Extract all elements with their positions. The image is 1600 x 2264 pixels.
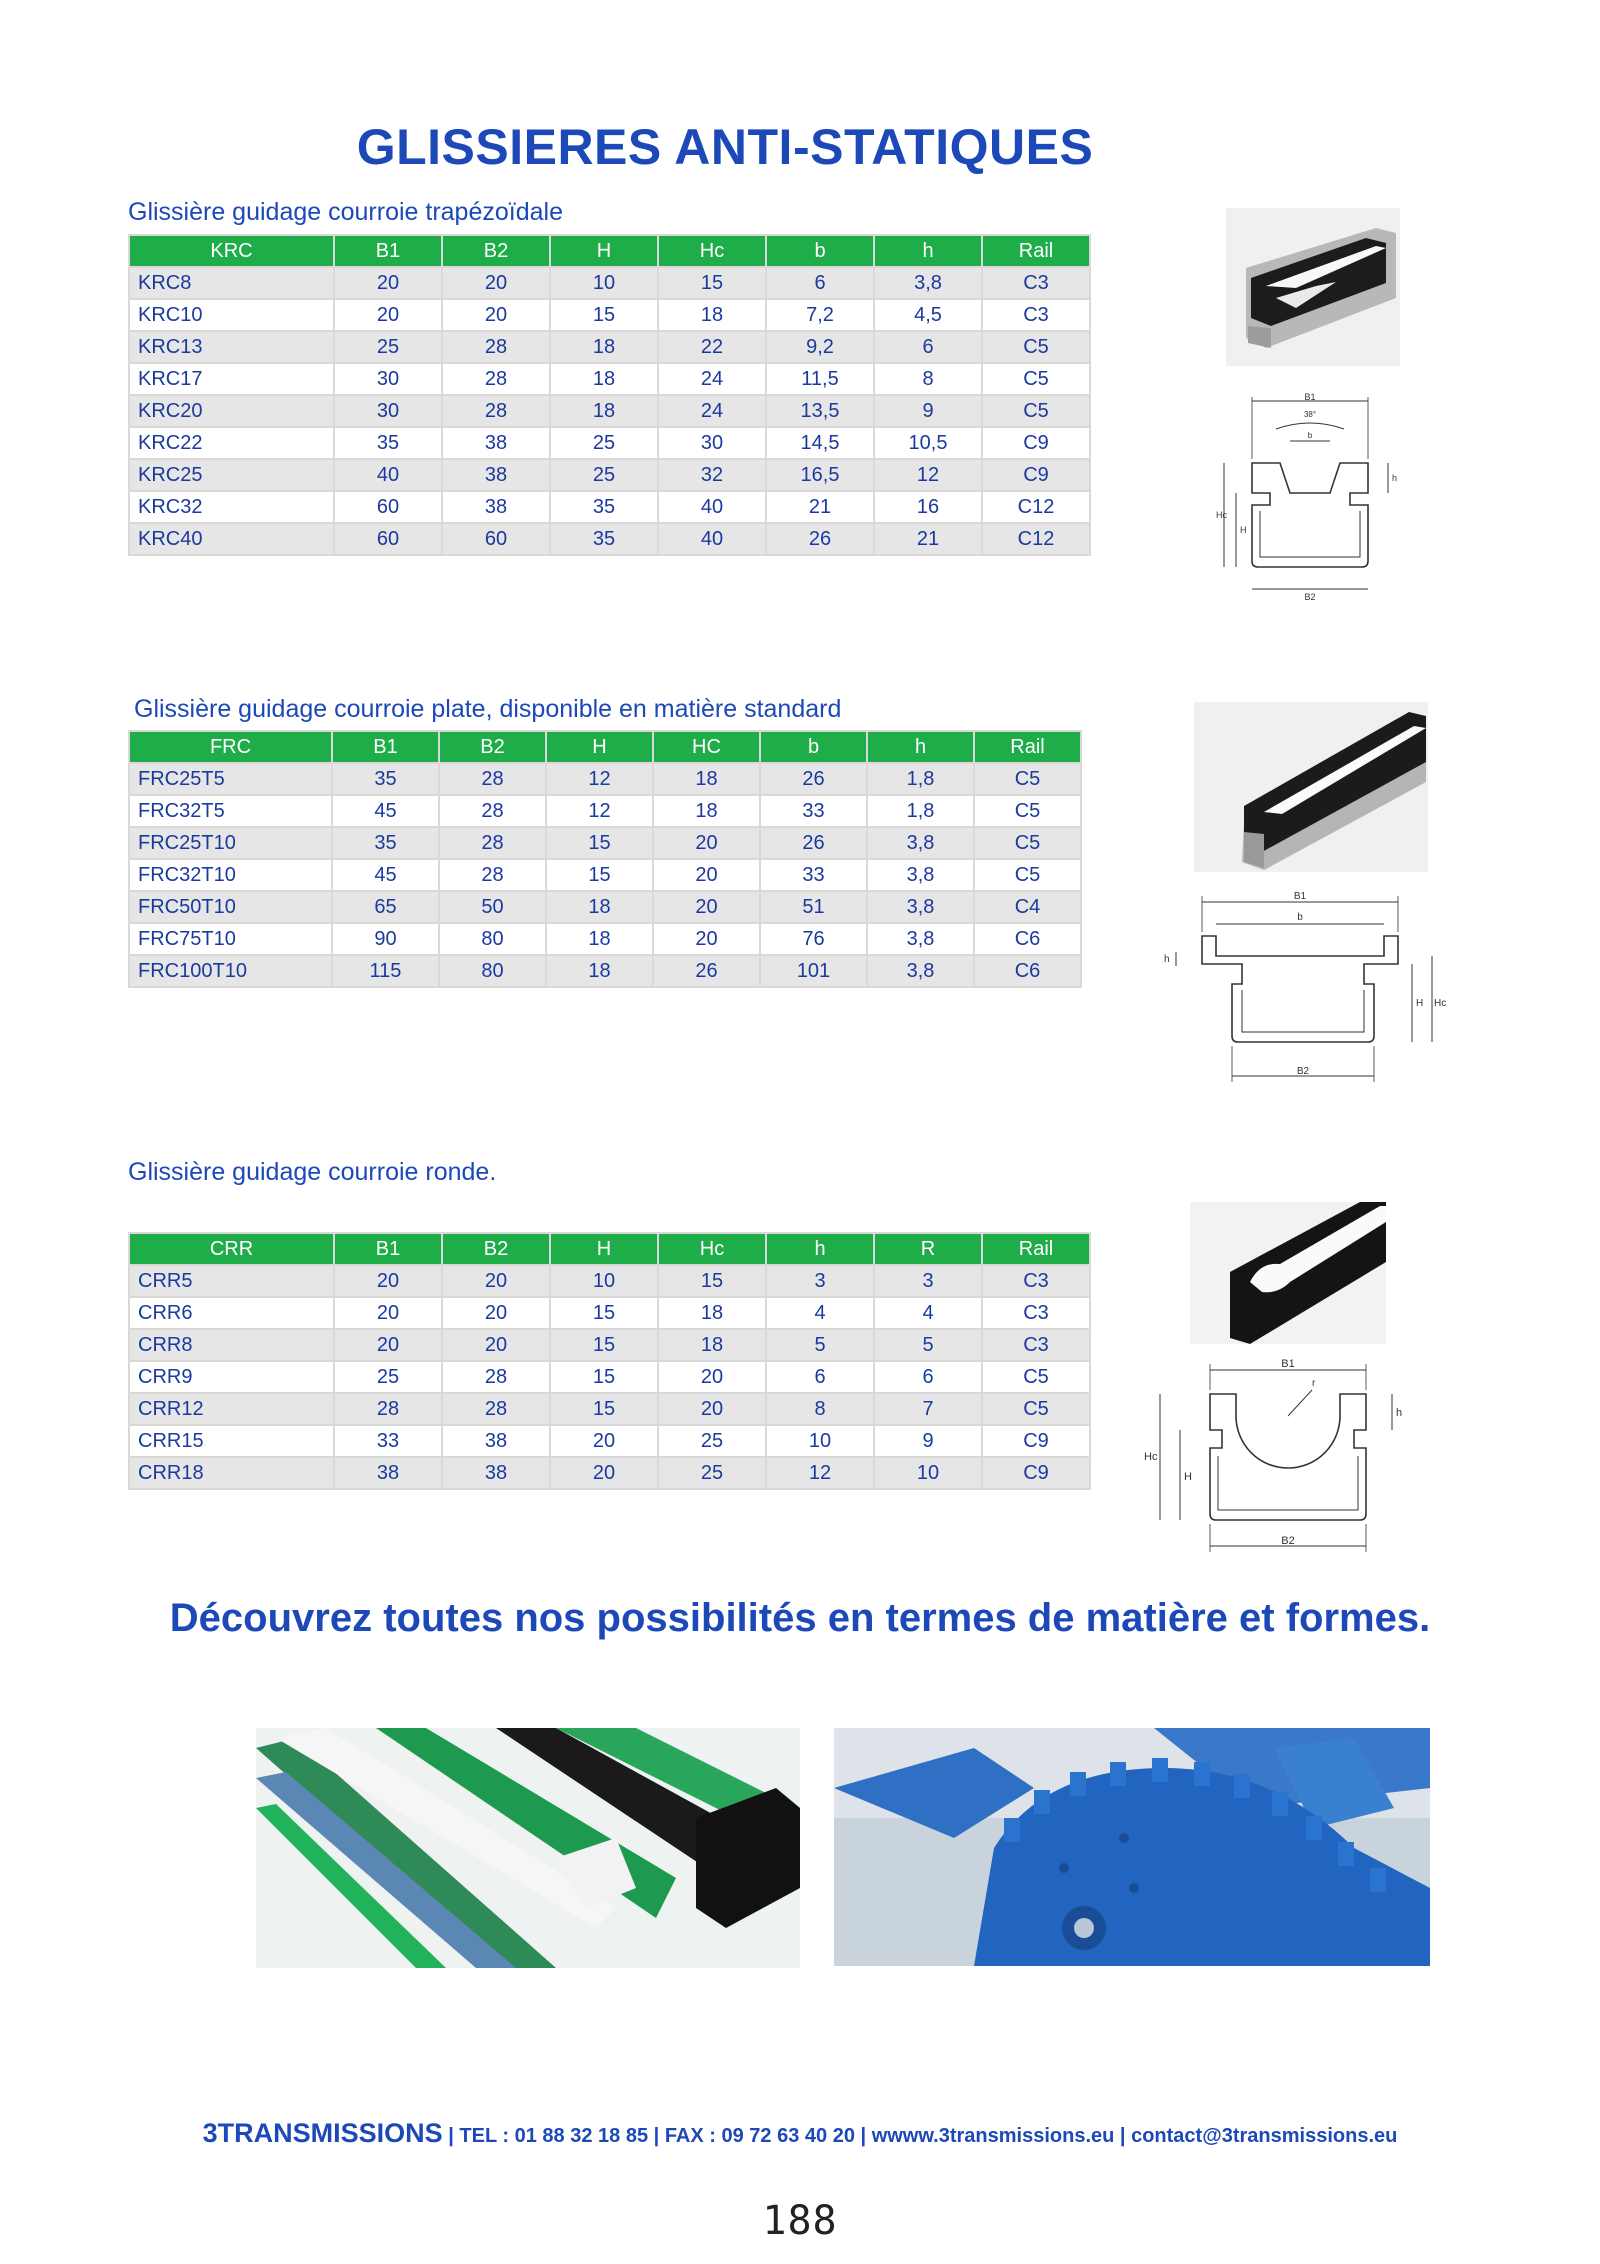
table-cell: 26 <box>654 956 759 986</box>
footer-separator: | <box>653 2125 660 2147</box>
table-cell: 3,8 <box>875 268 981 298</box>
product-reference-cell: KRC13 <box>130 332 333 362</box>
column-header: b <box>767 236 873 266</box>
table-cell: 10,5 <box>875 428 981 458</box>
table-row <box>130 1330 1089 1360</box>
table-header-row <box>130 732 1080 762</box>
frc-section-label: Glissière guidage courroie plate, disponible en matière standard <box>134 695 842 723</box>
table-cell: 38 <box>443 492 549 522</box>
table-row <box>130 268 1089 298</box>
table-cell: C4 <box>975 892 1080 922</box>
table-cell: 1,8 <box>868 796 973 826</box>
table-cell: 6 <box>875 1362 981 1392</box>
footer-separator: | <box>1119 2125 1126 2147</box>
crr-drawing-label-r: r <box>1312 1378 1316 1389</box>
table-cell: 18 <box>659 300 765 330</box>
column-header: B2 <box>440 732 545 762</box>
table-cell: C3 <box>983 268 1089 298</box>
table-cell: 20 <box>659 1362 765 1392</box>
contact-footer <box>0 2118 1600 2149</box>
table-cell: 20 <box>443 300 549 330</box>
table-row <box>130 460 1089 490</box>
product-reference-cell: CRR12 <box>130 1394 333 1424</box>
table-cell: C3 <box>983 300 1089 330</box>
table-cell: 16,5 <box>767 460 873 490</box>
table-cell: 3,8 <box>868 924 973 954</box>
table-cell: C5 <box>975 860 1080 890</box>
crr-drawing-label-H: H <box>1184 1471 1192 1483</box>
table-cell: 25 <box>335 1362 441 1392</box>
crr-drawing-label-h: h <box>1396 1407 1403 1419</box>
table-cell: 28 <box>335 1394 441 1424</box>
table-row <box>130 924 1080 954</box>
table-cell: 80 <box>440 924 545 954</box>
table-cell: 51 <box>761 892 866 922</box>
table-row <box>130 1266 1089 1296</box>
column-header: FRC <box>130 732 331 762</box>
table-cell: 20 <box>335 1330 441 1360</box>
product-reference-cell: KRC8 <box>130 268 333 298</box>
krc-profile-photo <box>1226 208 1400 366</box>
frc-profile-photo <box>1194 702 1428 872</box>
table-cell: 24 <box>659 396 765 426</box>
table-cell: 35 <box>333 828 438 858</box>
table-cell: 4,5 <box>875 300 981 330</box>
table-cell: 25 <box>659 1458 765 1488</box>
table-row <box>130 1394 1089 1424</box>
table-cell: 18 <box>659 1298 765 1328</box>
table-cell: 15 <box>547 828 652 858</box>
table-row <box>130 892 1080 922</box>
table-cell: 50 <box>440 892 545 922</box>
table-cell: 12 <box>767 1458 873 1488</box>
table-cell: 10 <box>551 1266 657 1296</box>
product-reference-cell: FRC32T5 <box>130 796 331 826</box>
column-header: h <box>767 1234 873 1264</box>
table-cell: C12 <box>983 492 1089 522</box>
frc-drawing-label-H: H <box>1416 998 1424 1009</box>
table-cell: C6 <box>975 956 1080 986</box>
table-cell: 40 <box>335 460 441 490</box>
table-cell: 20 <box>335 1298 441 1328</box>
table-cell: 7 <box>875 1394 981 1424</box>
table-row <box>130 1426 1089 1456</box>
table-cell: 18 <box>551 396 657 426</box>
drawing-label-h: h <box>1392 473 1398 483</box>
product-reference-cell: FRC75T10 <box>130 924 331 954</box>
table-cell: 28 <box>443 364 549 394</box>
table-cell: 14,5 <box>767 428 873 458</box>
page-title: GLISSIERES ANTI-STATIQUES <box>356 119 1094 175</box>
column-header: H <box>551 1234 657 1264</box>
column-header: CRR <box>130 1234 333 1264</box>
table-cell: 12 <box>547 764 652 794</box>
table-cell: 18 <box>659 1330 765 1360</box>
table-cell: 28 <box>440 860 545 890</box>
table-cell: 16 <box>875 492 981 522</box>
table-cell: C9 <box>983 1426 1089 1456</box>
column-header: B1 <box>335 1234 441 1264</box>
table-cell: 5 <box>875 1330 981 1360</box>
frc-drawing-label-b1: B1 <box>1293 891 1307 902</box>
column-header: B2 <box>443 236 549 266</box>
column-header: R <box>875 1234 981 1264</box>
crr-drawing-label-b2: B2 <box>1281 1535 1295 1547</box>
table-cell: 26 <box>761 764 866 794</box>
table-cell: 24 <box>659 364 765 394</box>
table-cell: 6 <box>767 1362 873 1392</box>
column-header: Rail <box>975 732 1080 762</box>
table-row <box>130 956 1080 986</box>
drawing-label-H: H <box>1240 525 1247 535</box>
table-cell: C3 <box>983 1266 1089 1296</box>
column-header: H <box>551 236 657 266</box>
table-cell: 35 <box>335 428 441 458</box>
krc-section-label: Glissière guidage courroie trapézoïdale <box>128 198 563 226</box>
krc-table <box>128 234 1091 556</box>
table-cell: 5 <box>767 1330 873 1360</box>
table-cell: 18 <box>551 332 657 362</box>
table-cell: 8 <box>875 364 981 394</box>
table-cell: 20 <box>654 828 759 858</box>
product-reference-cell: FRC50T10 <box>130 892 331 922</box>
table-cell: 7,2 <box>767 300 873 330</box>
krc-profile-drawing <box>1212 393 1408 603</box>
table-cell: 9 <box>875 396 981 426</box>
table-cell: 90 <box>333 924 438 954</box>
table-cell: 28 <box>440 764 545 794</box>
product-reference-cell: KRC32 <box>130 492 333 522</box>
table-cell: 18 <box>551 364 657 394</box>
table-cell: 28 <box>443 1362 549 1392</box>
table-cell: 18 <box>654 764 759 794</box>
table-cell: 80 <box>440 956 545 986</box>
table-cell: 38 <box>443 428 549 458</box>
table-cell: 25 <box>551 428 657 458</box>
table-cell: 28 <box>443 1394 549 1424</box>
table-cell: 9,2 <box>767 332 873 362</box>
table-row <box>130 396 1089 426</box>
table-row <box>130 828 1080 858</box>
table-cell: 15 <box>551 1298 657 1328</box>
table-cell: 26 <box>767 524 873 554</box>
table-header-row <box>130 236 1089 266</box>
table-cell: 3 <box>767 1266 873 1296</box>
table-cell: 33 <box>335 1426 441 1456</box>
column-header: KRC <box>130 236 333 266</box>
product-reference-cell: FRC32T10 <box>130 860 331 890</box>
table-cell: 15 <box>659 268 765 298</box>
product-reference-cell: KRC22 <box>130 428 333 458</box>
table-cell: 12 <box>547 796 652 826</box>
promo-tagline: Découvrez toutes nos possibilités en termes de matière et formes. <box>169 1596 1431 1640</box>
table-cell: C6 <box>975 924 1080 954</box>
product-reference-cell: KRC17 <box>130 364 333 394</box>
table-cell: 30 <box>335 396 441 426</box>
table-row <box>130 1362 1089 1392</box>
column-header: B1 <box>333 732 438 762</box>
table-cell: C3 <box>983 1330 1089 1360</box>
table-cell: 40 <box>659 492 765 522</box>
crr-table <box>128 1232 1091 1490</box>
table-cell: 10 <box>875 1458 981 1488</box>
table-cell: 60 <box>335 524 441 554</box>
table-cell: 33 <box>761 796 866 826</box>
drawing-label-angle: 38° <box>1303 410 1317 419</box>
table-row <box>130 492 1089 522</box>
table-cell: 38 <box>443 460 549 490</box>
product-reference-cell: FRC25T10 <box>130 828 331 858</box>
product-reference-cell: KRC10 <box>130 300 333 330</box>
table-cell: C9 <box>983 428 1089 458</box>
product-reference-cell: FRC25T5 <box>130 764 331 794</box>
table-cell: 20 <box>654 924 759 954</box>
drawing-label-b2: B2 <box>1304 592 1316 602</box>
table-cell: 40 <box>659 524 765 554</box>
table-cell: C5 <box>983 396 1089 426</box>
table-cell: 20 <box>335 1266 441 1296</box>
product-reference-cell: FRC100T10 <box>130 956 331 986</box>
column-header: H <box>547 732 652 762</box>
table-cell: 20 <box>335 300 441 330</box>
table-cell: 6 <box>875 332 981 362</box>
table-cell: 21 <box>767 492 873 522</box>
drawing-label-hc: Hc <box>1216 510 1227 520</box>
blue-gear-photo <box>834 1728 1430 1966</box>
product-reference-cell: CRR8 <box>130 1330 333 1360</box>
frc-drawing-label-b: b <box>1297 912 1303 923</box>
table-cell: 115 <box>333 956 438 986</box>
column-header: B1 <box>335 236 441 266</box>
table-cell: 20 <box>551 1426 657 1456</box>
column-header: HC <box>654 732 759 762</box>
table-cell: 20 <box>443 268 549 298</box>
table-cell: C5 <box>975 796 1080 826</box>
table-cell: 18 <box>654 796 759 826</box>
product-reference-cell: KRC20 <box>130 396 333 426</box>
table-cell: 26 <box>761 828 866 858</box>
column-header: h <box>868 732 973 762</box>
crr-drawing-label-b1: B1 <box>1281 1358 1295 1370</box>
table-cell: 10 <box>551 268 657 298</box>
table-cell: 4 <box>767 1298 873 1328</box>
table-header-row <box>130 1234 1089 1264</box>
table-cell: 38 <box>443 1458 549 1488</box>
table-cell: 25 <box>551 460 657 490</box>
footer-separator: | <box>448 2125 454 2147</box>
table-cell: 4 <box>875 1298 981 1328</box>
product-reference-cell: KRC40 <box>130 524 333 554</box>
table-cell: 28 <box>440 828 545 858</box>
footer-website-link[interactable]: wwww.3transmissions.eu <box>871 2125 1115 2147</box>
table-cell: 15 <box>551 1362 657 1392</box>
table-row <box>130 1298 1089 1328</box>
footer-separator: | <box>860 2125 867 2147</box>
table-cell: 101 <box>761 956 866 986</box>
drawing-label-b: b <box>1307 431 1313 440</box>
column-header: b <box>761 732 866 762</box>
table-cell: 35 <box>551 524 657 554</box>
table-cell: C5 <box>983 1362 1089 1392</box>
table-cell: 28 <box>443 396 549 426</box>
table-cell: 45 <box>333 860 438 890</box>
column-header: Hc <box>659 236 765 266</box>
table-cell: 1,8 <box>868 764 973 794</box>
table-row <box>130 300 1089 330</box>
table-cell: 28 <box>440 796 545 826</box>
footer-brand: 3TRANSMISSIONS <box>202 2118 443 2148</box>
table-cell: C5 <box>983 332 1089 362</box>
table-cell: 38 <box>335 1458 441 1488</box>
table-cell: 76 <box>761 924 866 954</box>
drawing-label-b1: B1 <box>1304 393 1316 402</box>
column-header: h <box>875 236 981 266</box>
table-cell: 15 <box>547 860 652 890</box>
table-row <box>130 364 1089 394</box>
table-cell: 22 <box>659 332 765 362</box>
table-cell: 8 <box>767 1394 873 1424</box>
table-cell: 15 <box>659 1266 765 1296</box>
footer-fax: FAX : 09 72 63 40 20 <box>664 2125 855 2147</box>
table-cell: 20 <box>654 860 759 890</box>
table-cell: 13,5 <box>767 396 873 426</box>
crr-drawing-label-hc: Hc <box>1144 1451 1158 1463</box>
column-header: Hc <box>659 1234 765 1264</box>
table-cell: 20 <box>443 1266 549 1296</box>
table-row <box>130 428 1089 458</box>
frc-profile-drawing <box>1162 886 1446 1086</box>
frc-drawing-label-b2: B2 <box>1296 1066 1310 1077</box>
column-header: B2 <box>443 1234 549 1264</box>
table-cell: 3,8 <box>868 956 973 986</box>
column-header: Rail <box>983 236 1089 266</box>
table-cell: 35 <box>333 764 438 794</box>
table-cell: 60 <box>335 492 441 522</box>
frc-drawing-label-h: h <box>1164 954 1170 965</box>
table-cell: 3 <box>875 1266 981 1296</box>
crr-section-label: Glissière guidage courroie ronde. <box>128 1158 497 1186</box>
table-cell: 25 <box>659 1426 765 1456</box>
product-reference-cell: CRR9 <box>130 1362 333 1392</box>
table-row <box>130 764 1080 794</box>
footer-email-link[interactable]: contact@3transmissions.eu <box>1131 2125 1398 2147</box>
crr-profile-photo <box>1190 1202 1386 1344</box>
table-cell: 30 <box>335 364 441 394</box>
table-cell: C12 <box>983 524 1089 554</box>
table-cell: C5 <box>975 764 1080 794</box>
table-cell: C9 <box>983 460 1089 490</box>
table-cell: 20 <box>443 1330 549 1360</box>
product-reference-cell: CRR6 <box>130 1298 333 1328</box>
table-cell: 33 <box>761 860 866 890</box>
frc-drawing-label-hc: Hc <box>1434 998 1446 1009</box>
table-cell: 20 <box>659 1394 765 1424</box>
table-cell: 9 <box>875 1426 981 1456</box>
table-cell: C9 <box>983 1458 1089 1488</box>
product-reference-cell: KRC25 <box>130 460 333 490</box>
product-reference-cell: CRR5 <box>130 1266 333 1296</box>
table-cell: 45 <box>333 796 438 826</box>
table-cell: 3,8 <box>868 860 973 890</box>
table-row <box>130 796 1080 826</box>
table-cell: 18 <box>547 956 652 986</box>
table-cell: 20 <box>335 268 441 298</box>
table-row <box>130 1458 1089 1488</box>
table-cell: 6 <box>767 268 873 298</box>
table-cell: C5 <box>983 1394 1089 1424</box>
table-cell: 32 <box>659 460 765 490</box>
table-cell: C5 <box>975 828 1080 858</box>
table-cell: 12 <box>875 460 981 490</box>
colored-profiles-photo <box>256 1728 800 1968</box>
table-cell: 15 <box>551 300 657 330</box>
frc-table <box>128 730 1082 988</box>
table-cell: 15 <box>551 1330 657 1360</box>
product-reference-cell: CRR18 <box>130 1458 333 1488</box>
table-cell: 65 <box>333 892 438 922</box>
product-reference-cell: CRR15 <box>130 1426 333 1456</box>
table-cell: 35 <box>551 492 657 522</box>
table-cell: 38 <box>443 1426 549 1456</box>
table-row <box>130 332 1089 362</box>
table-cell: 15 <box>551 1394 657 1424</box>
table-cell: 20 <box>443 1298 549 1328</box>
table-cell: 3,8 <box>868 892 973 922</box>
column-header: Rail <box>983 1234 1089 1264</box>
table-row <box>130 860 1080 890</box>
table-cell: 60 <box>443 524 549 554</box>
table-cell: 18 <box>547 892 652 922</box>
table-cell: 10 <box>767 1426 873 1456</box>
table-cell: 21 <box>875 524 981 554</box>
crr-profile-drawing <box>1130 1356 1426 1556</box>
table-cell: 18 <box>547 924 652 954</box>
table-cell: C5 <box>983 364 1089 394</box>
table-cell: 20 <box>551 1458 657 1488</box>
table-cell: 25 <box>335 332 441 362</box>
table-cell: 28 <box>443 332 549 362</box>
table-cell: 30 <box>659 428 765 458</box>
page-number: 188 <box>762 2198 838 2244</box>
footer-tel: TEL : 01 88 32 18 85 <box>459 2125 649 2147</box>
table-cell: C3 <box>983 1298 1089 1328</box>
table-cell: 20 <box>654 892 759 922</box>
table-row <box>130 524 1089 554</box>
table-cell: 11,5 <box>767 364 873 394</box>
table-cell: 3,8 <box>868 828 973 858</box>
